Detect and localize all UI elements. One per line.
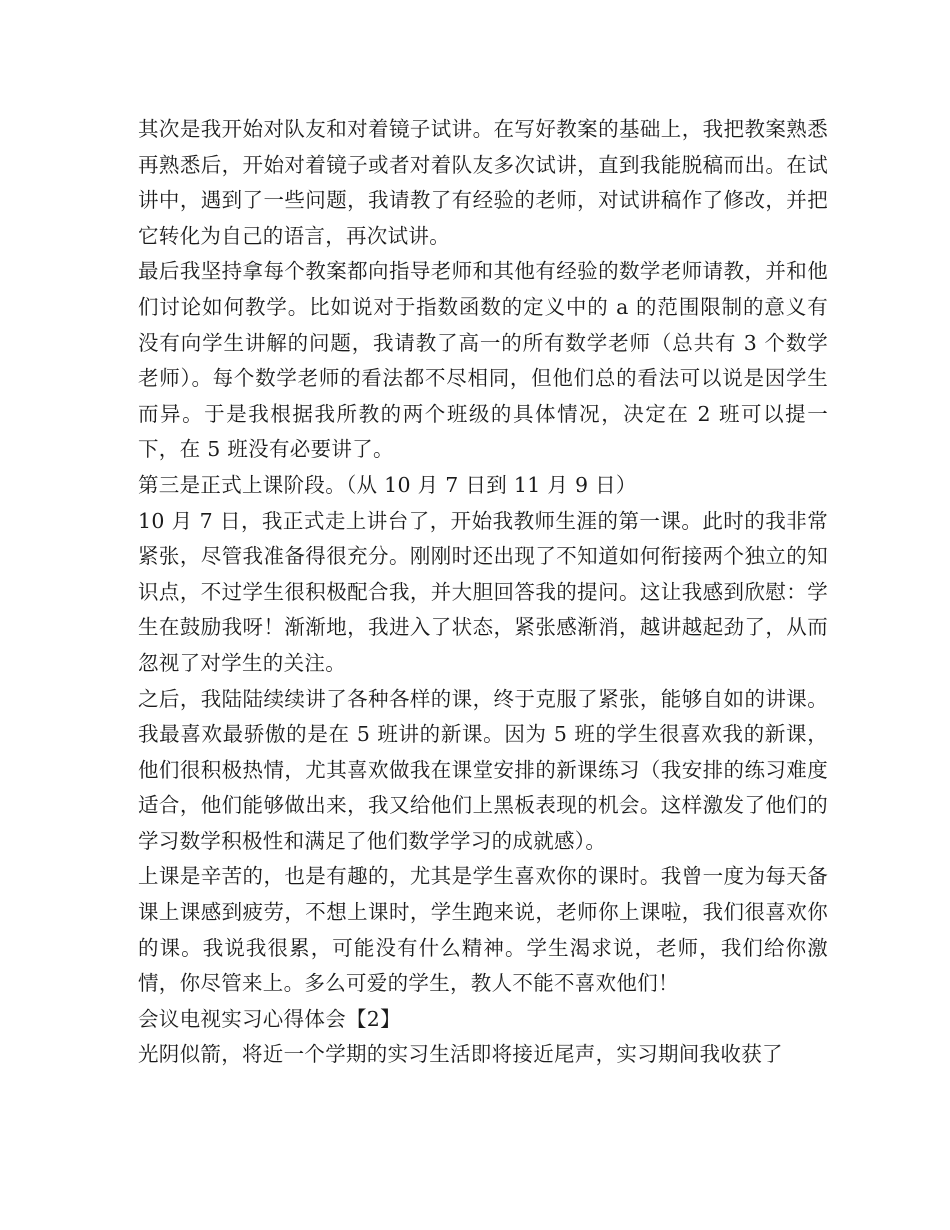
paragraph-teaching-reflection: 上课是辛苦的，也是有趣的，尤其是学生喜欢你的课时。我曾一度为每天备课上课感到疲劳，不想上课时，学生跑来说，老师你上课啦，我们很喜欢你的课。我说我很累，可能没有什么精神。学生渴求说，老师，我们给你激情，你尽管来上。多么可爱的学生，教人不能不喜欢他们！ xyxy=(138,864,828,996)
document-body xyxy=(138,112,828,1073)
paragraph-trial-lecture: 其次是我开始对队友和对着镜子试讲。在写好教案的基础上，我把教案熟悉再熟悉后，开始对着镜子或者对着队友多次试讲，直到我能脱稿而出。在试讲中，遇到了一些问题，我请教了有经验的老师，对试讲稿作了修改，并把它转化为自己的语言，再次试讲。 xyxy=(138,117,828,248)
paragraph-first-lesson: 10 月 7 日，我正式走上讲台了，开始我教师生涯的第一课。此时的我非常紧张，尽管我准备得很充分。刚刚时还出现了不知道如何衔接两个独立的知识点，不过学生很积极配合我，并大胆回答我的提问。这让我感到欣慰：学生在鼓励我呀！渐渐地，我进入了状态，紧张感渐消，越讲越起劲了，从而忽视了对学生的关注。 xyxy=(138,508,828,675)
paragraph-intro-section-2: 光阴似箭，将近一个学期的实习生活即将接近尾声，实习期间我收获了 xyxy=(138,1042,783,1067)
paragraph-consult-teachers: 最后我坚持拿每个教案都向指导老师和其他有经验的数学老师请教，并和他们讨论如何教学。比如说对于指数函数的定义中的 a 的范围限制的意义有没有向学生讲解的问题，我请教了高一的所有数学老师（总共有 3 个数学老师）。每个数学老师的看法都不尽相同，但他们总的看法可以说是因学生而异。于是我根据我所教的两个班级的具体情况，决定在 2 班可以提一下，在 5 班没有必要讲了。 xyxy=(138,259,828,462)
section-title: 会议电视实习心得体会【2】 xyxy=(138,1006,401,1031)
paragraph-later-lessons: 之后，我陆陆续续讲了各种各样的课，终于克服了紧张，能够自如的讲课。我最喜欢最骄傲的是在 5 班讲的新课。因为 5 班的学生很喜欢我的新课，他们很积极热情，尤其喜欢做我在课堂安排的新课练习（我安排的练习难度适合，他们能够做出来，我又给他们上黑板表现的机会。这样激发了他们的学习数学积极性和满足了他们数学学习的成就感）。 xyxy=(138,686,828,853)
paragraph-stage-three-heading: 第三是正式上课阶段。（从 10 月 7 日到 11 月 9 日） xyxy=(138,472,637,497)
